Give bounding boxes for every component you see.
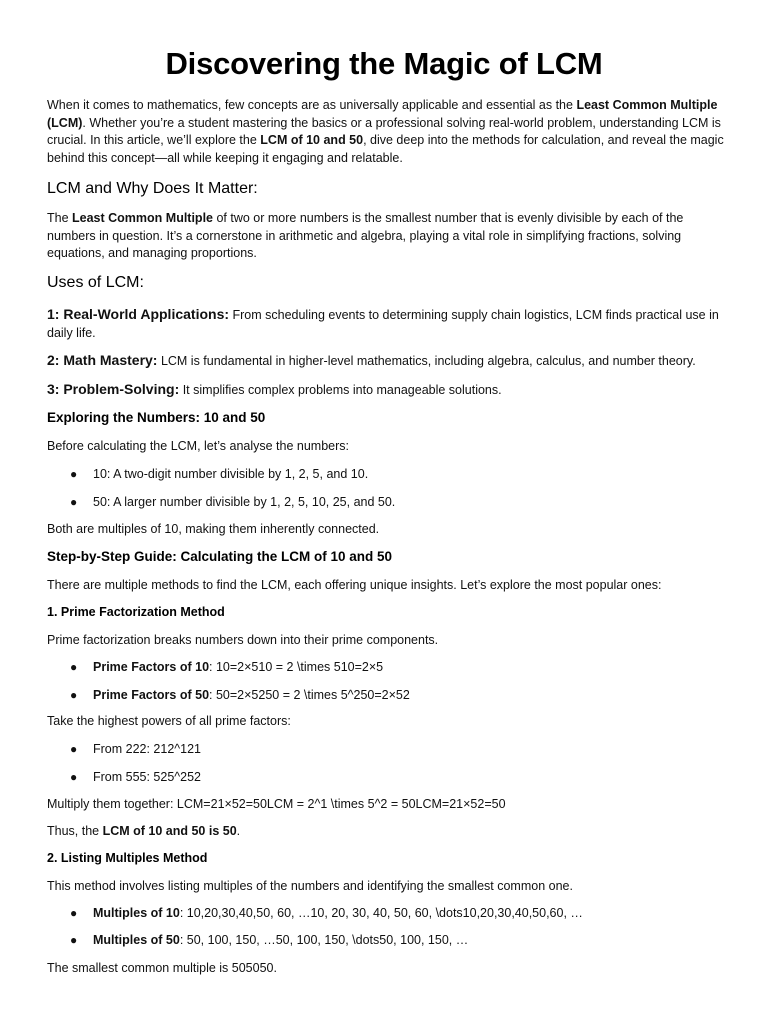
listing-smallest: The smallest common multiple is 505050. [47,961,277,975]
use-item-text: It simplifies complex problems into manageable solutions. [179,383,502,397]
explore-outro: Both are multiples of 10, making them inherently connected. [47,522,380,536]
use-item-text: From scheduling events to determining supply chain logistics, LCM finds practical use in daily life. [47,308,719,340]
use-item-problem-solving [47,380,727,399]
factor-label: Prime Factors of 10 [93,660,210,674]
bullet-dot-icon: ● [70,770,78,784]
multiples-value: : 10,20,30,40,50, 60, …10, 20, 30, 40, 50, 60, \dots10,20,30,40,50,60, … [179,906,583,920]
explore-intro: Before calculating the LCM, let’s analyse the numbers: [47,439,350,453]
list-item-text: 10: A two-digit number divisible by 1, 2, 5, and 10. [93,467,369,481]
list-item-text: From 555: 525^252 [93,770,202,784]
prime-intro: Prime factorization breaks numbers down into their prime components. [47,633,439,647]
factor-value: : 10=2×510 = 2 \times 510=2×5 [209,660,384,674]
intro-text-3: , dive deep into the methods for calculation, and reveal the magic behind this concept—all while keeping it engaging and relatable. [47,133,724,165]
use-item-text: LCM is fundamental in higher-level mathematics, including algebra, calculus, and number theory. [157,354,696,368]
bullet-dot-icon: ● [70,495,78,509]
use-item-lead: 2: Math Mastery: [47,352,158,368]
intro-bold-lcm-10-50: LCM of 10 and 50 [260,133,364,147]
listing-intro: This method involves listing multiples of the numbers and identifying the smallest common one. [47,879,573,893]
prime-result [47,822,240,840]
list-item [70,740,201,758]
list-item [70,904,583,922]
multiples-value: : 50, 100, 150, …50, 100, 150, \dots50, 100, 150, … [179,933,469,947]
use-item-lead: 1: Real-World Applications: [47,306,230,322]
list-item [70,465,368,483]
result-bold: LCM of 10 and 50 is 50 [102,824,237,838]
multiples-label: Multiples of 10 [93,906,180,920]
factor-label: Prime Factors of 50 [93,688,210,702]
uses-heading: Uses of LCM: [47,274,144,291]
why-text-1: The [47,211,73,225]
intro-text-2: . Whether you’re a student mastering the basics or a professional solving real-world problem, understanding LCM is crucial. In this article, we’ll explore the [47,115,721,147]
bullet-dot-icon: ● [70,933,78,947]
list-item-text: 50: A larger number divisible by 1, 2, 5, 10, 25, and 50. [93,495,396,509]
bullet-dot-icon: ● [70,688,78,702]
list-item [70,686,410,704]
explore-heading: Exploring the Numbers: 10 and 50 [47,410,266,425]
intro-bold-lcm: Least Common Multiple (LCM) [47,98,718,130]
factor-value: : 50=2×5250 = 2 \times 5^250=2×52 [209,688,410,702]
use-item-math-mastery [47,351,727,370]
bullet-dot-icon: ● [70,467,78,481]
list-item [70,493,395,511]
result-period: . [236,824,241,838]
multiples-label: Multiples of 50 [93,933,180,947]
bullet-dot-icon: ● [70,742,78,756]
list-item [70,768,201,786]
page-title: Discovering the Magic of LCM [165,46,603,81]
why-heading: LCM and Why Does It Matter: [47,180,258,197]
use-item-lead: 3: Problem-Solving: [47,381,180,397]
intro-text-1: When it comes to mathematics, few concepts are as universally applicable and essential as the [47,98,577,112]
guide-heading: Step-by-Step Guide: Calculating the LCM of 10 and 50 [47,549,393,564]
result-text: Thus, the [47,824,103,838]
why-paragraph [47,210,727,263]
list-item [70,658,383,676]
list-item [70,931,468,949]
bullet-dot-icon: ● [70,906,78,920]
list-item-text: From 222: 212^121 [93,742,202,756]
why-bold-term: Least Common Multiple [72,211,213,225]
why-text-2: of two or more numbers is the smallest number that is evenly divisible by each of the numbers in question. It’s a cornerstone in arithmetic and algebra, playing a vital role in simplifying fractions, solving equations, and managing proportions. [47,211,684,260]
bullet-dot-icon: ● [70,660,78,674]
prime-multiply: Multiply them together: LCM=21×52=50LCM = 2^1 \times 5^2 = 50LCM=21×52=50 [47,797,506,811]
use-item-real-world [47,305,727,342]
prime-highest-intro: Take the highest powers of all prime factors: [47,714,291,728]
listing-heading: 2. Listing Multiples Method [47,851,208,865]
prime-heading: 1. Prime Factorization Method [47,605,225,619]
guide-intro: There are multiple methods to find the LCM, each offering unique insights. Let’s explore the most popular ones: [47,578,662,592]
intro-paragraph [47,97,727,167]
